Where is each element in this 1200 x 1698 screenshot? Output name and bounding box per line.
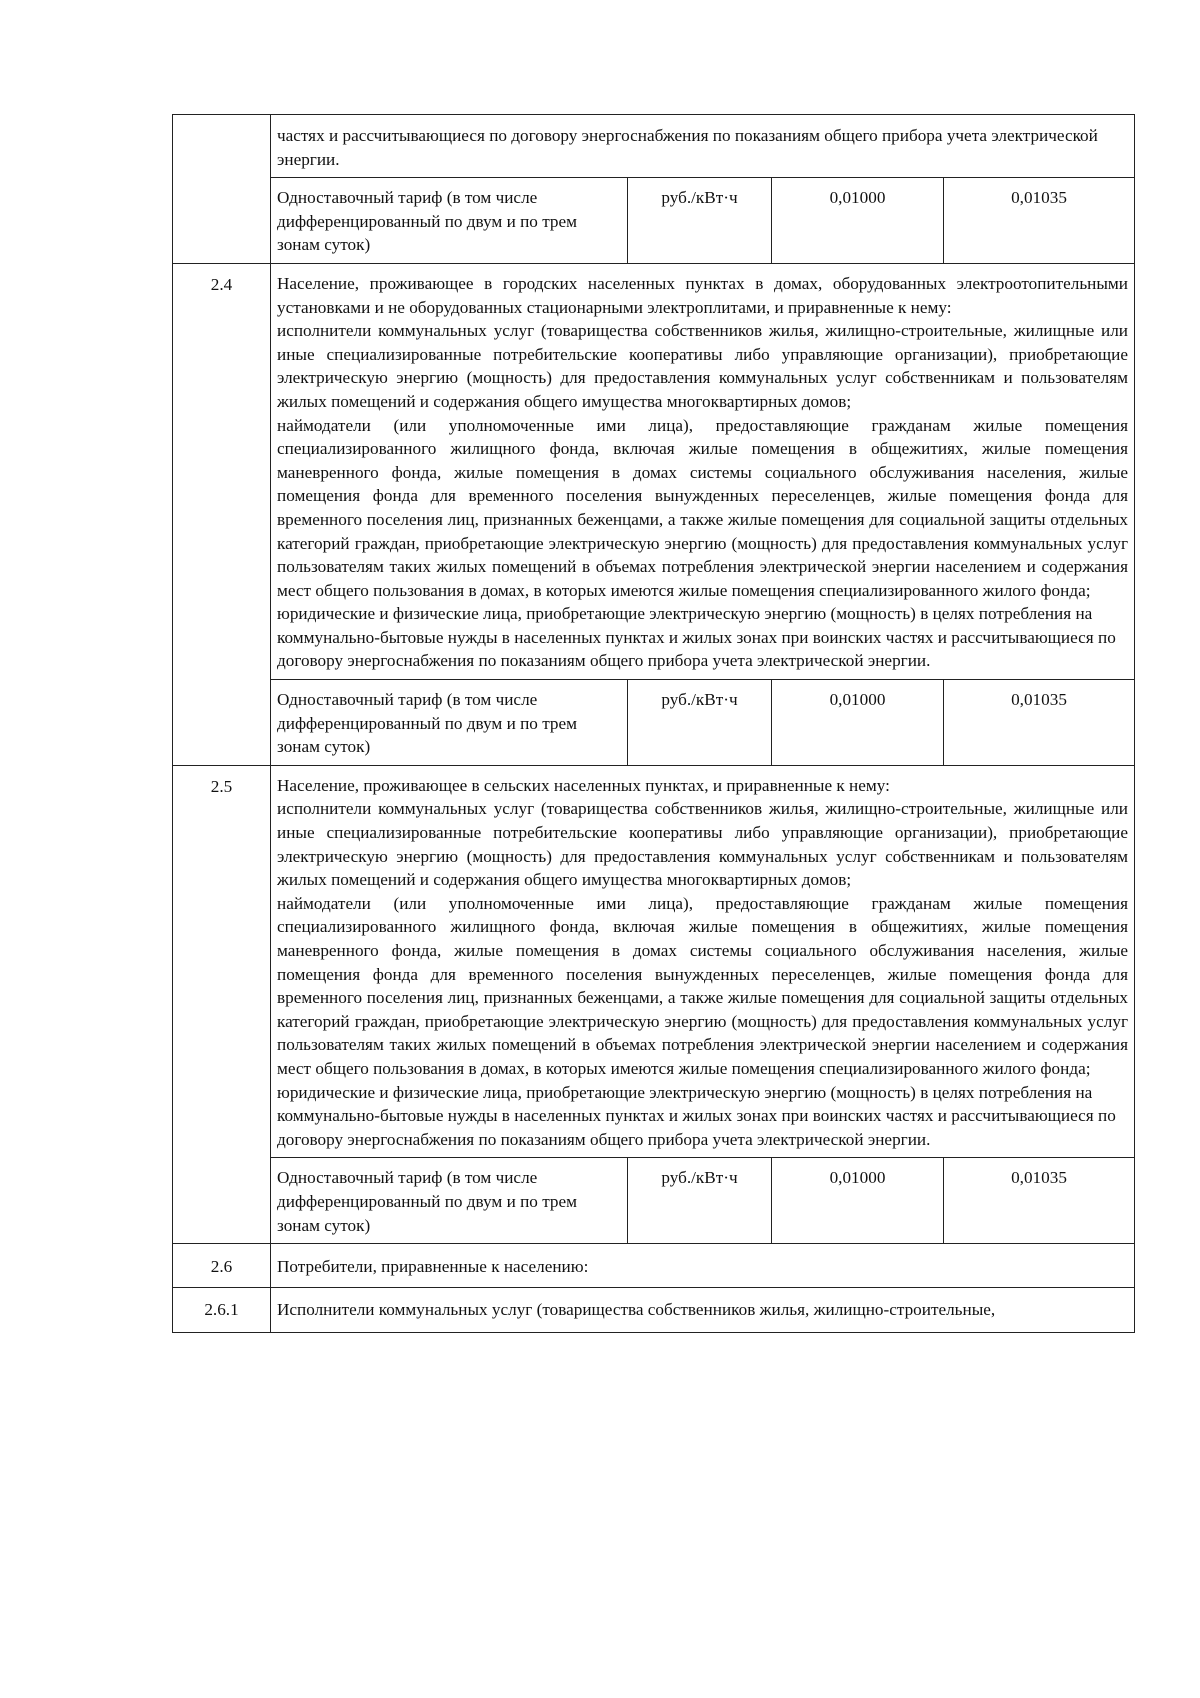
description-paragraph: Население, проживающее в городских населенных пунктах в домах, оборудованных электроотопительными установками и не оборудованных стационарными электроплитами, и приравненные к нему:: [277, 273, 1128, 317]
row-number: 2.4: [173, 263, 271, 765]
tariff-value-1: 0,01000: [772, 178, 944, 264]
tariff-value-1: 0,01000: [772, 1158, 944, 1244]
tariff-row: [173, 1158, 1135, 1244]
description-paragraph: наймодатели (или уполномоченные ими лица), предоставляющие гражданам жилые помещения специализированного жилищного фонда, включая жилые помещения в общежитиях, жилые помещения маневренного фонда, жилые помещения в домах системы социального обслуживания населения, жилые помещения фонда для временного поселения вынужденных переселенцев, жилые помещения фонда для временного поселения лиц, признанных беженцами, а также жилые помещения для социальной защиты отдельных категорий граждан, приобретающие электрическую энергию (мощность) для предоставления коммунальных услуг пользователям таких жилых помещений в объемах потребления электрической энергии населением и содержания мест общего пользования в домах, в которых имеются жилые помещения специализированного жилого фонда;: [277, 415, 1128, 600]
table-row: [173, 115, 1135, 178]
tariff-value-2: 0,01035: [944, 680, 1135, 766]
tariff-unit: руб./кВт·ч: [628, 680, 772, 766]
row-description: Исполнители коммунальных услуг (товарищества собственников жилья, жилищно-строительные,: [271, 1287, 1135, 1332]
tariff-label: Одноставочный тариф (в том числе дифференцированный по двум и по трем зонам суток): [271, 680, 628, 766]
tariff-unit: руб./кВт·ч: [628, 178, 772, 264]
description-paragraph: частях и рассчитывающиеся по договору энергоснабжения по показаниям общего прибора учета электрической энергии.: [277, 126, 1098, 169]
row-description: [271, 263, 1135, 679]
row-description: Потребители, приравненные к населению:: [271, 1244, 1135, 1288]
description-paragraph: наймодатели (или уполномоченные ими лица), предоставляющие гражданам жилые помещения специализированного жилищного фонда, включая жилые помещения в общежитиях, жилые помещения маневренного фонда, жилые помещения в домах системы социального обслуживания населения, жилые помещения фонда для временного поселения вынужденных переселенцев, жилые помещения фонда для временного поселения лиц, признанных беженцами, а также жилые помещения для социальной защиты отдельных категорий граждан, приобретающие электрическую энергию (мощность) для предоставления коммунальных услуг пользователям таких жилых помещений в объемах потребления электрической энергии населением и содержания мест общего пользования в домах, в которых имеются жилые помещения специализированного жилого фонда;: [277, 893, 1128, 1078]
tariff-table: [172, 114, 1135, 1333]
row-number: 2.6.1: [173, 1287, 271, 1332]
row-number: 2.5: [173, 765, 271, 1243]
tariff-value-1: 0,01000: [772, 680, 944, 766]
description-paragraph: юридические и физические лица, приобретающие электрическую энергию (мощность) в целях потребления на коммунально-бытовые нужды в населенных пунктах и жилых зонах при воинских частях и рассчитывающиеся по договору энергоснабжения по показаниям общего прибора учета электрической энергии.: [277, 1082, 1116, 1149]
description-paragraph: Население, проживающее в сельских населенных пунктах, и приравненные к нему:: [277, 775, 890, 795]
description-paragraph: исполнители коммунальных услуг (товарищества собственников жилья, жилищно-строительные, жилищные или иные специализированные потребительские кооперативы либо управляющие организации), приобретающие электрическую энергию (мощность) для предоставления коммунальных услуг собственникам и пользователям жилых помещений и содержания общего имущества многоквартирных домов;: [277, 799, 1128, 890]
tariff-unit: руб./кВт·ч: [628, 1158, 772, 1244]
tariff-row: [173, 178, 1135, 264]
table-row: [173, 765, 1135, 1158]
table-row: [173, 263, 1135, 679]
tariff-value-2: 0,01035: [944, 178, 1135, 264]
tariff-label: Одноставочный тариф (в том числе дифференцированный по двум и по трем зонам суток): [271, 178, 628, 264]
row-number-cell: [173, 115, 271, 264]
row-number: 2.6: [173, 1244, 271, 1288]
description-paragraph: исполнители коммунальных услуг (товарищества собственников жилья, жилищно-строительные, жилищные или иные специализированные потребительские кооперативы либо управляющие организации), приобретающие электрическую энергию (мощность) для предоставления коммунальных услуг собственникам и пользователям жилых помещений и содержания общего имущества многоквартирных домов;: [277, 321, 1128, 411]
table-row: [173, 1244, 1135, 1288]
row-description: [271, 115, 1135, 178]
tariff-value-2: 0,01035: [944, 1158, 1135, 1244]
tariff-row: [173, 680, 1135, 766]
table-row: [173, 1287, 1135, 1332]
tariff-label: Одноставочный тариф (в том числе дифференцированный по двум и по трем зонам суток): [271, 1158, 628, 1244]
description-paragraph: юридические и физические лица, приобретающие электрическую энергию (мощность) в целях потребления на коммунально-бытовые нужды в населенных пунктах и жилых зонах при воинских частях и рассчитывающиеся по договору энергоснабжения по показаниям общего прибора учета электрической энергии.: [277, 604, 1116, 671]
row-description: [271, 765, 1135, 1158]
